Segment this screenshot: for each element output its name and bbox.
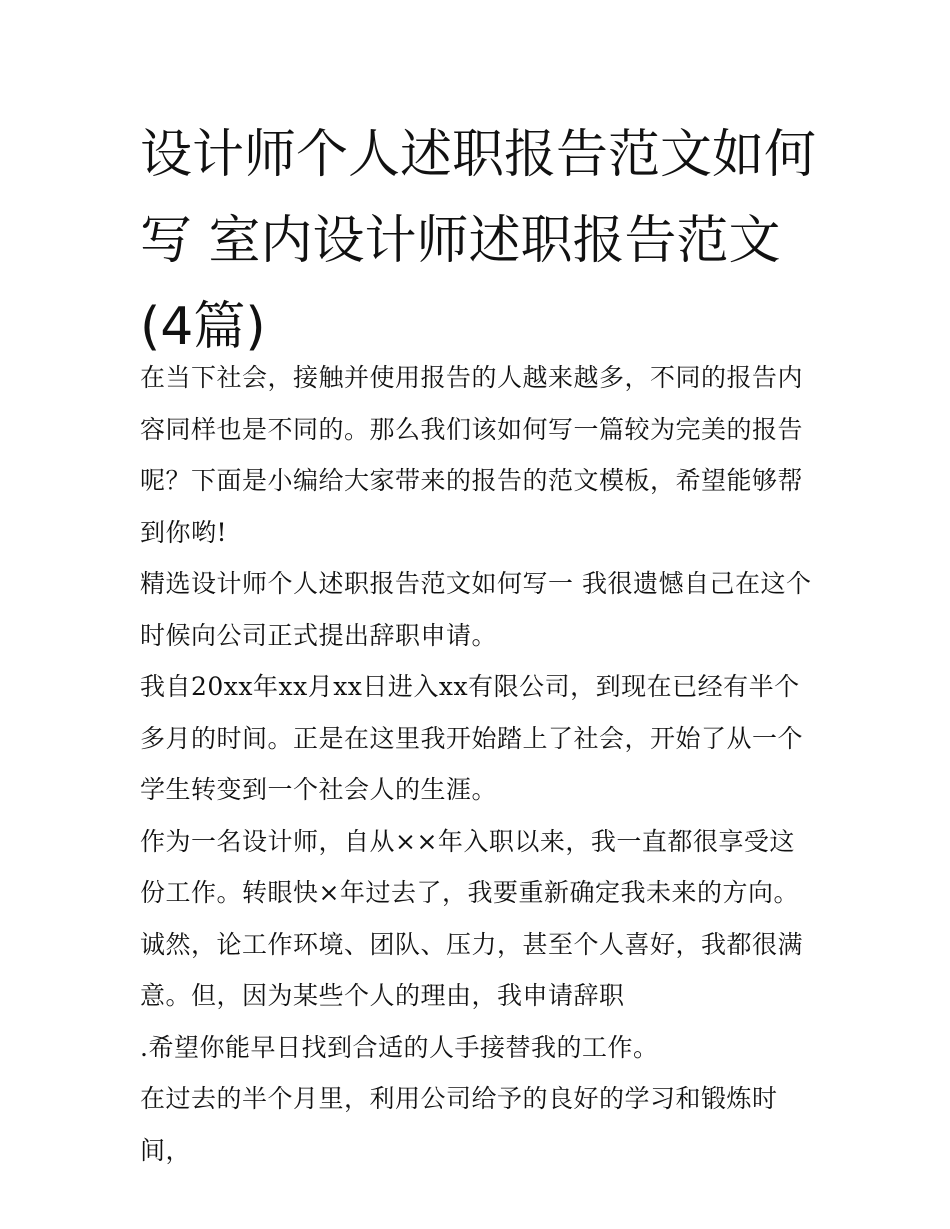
document-body [140,352,820,1176]
paragraph-section-one-opening: 精选设计师个人述职报告范文如何写一 我很遗憾自己在这个时候向公司正式提出辞职申请。 [140,569,812,650]
document-title: 设计师个人述职报告范文如何写 室内设计师述职报告范文(4篇) [140,125,817,357]
paragraph-past-half-month: 在过去的半个月里，利用公司给予的良好的学习和锻炼时间， [140,1084,778,1165]
paragraph-hope-replacement: .希望你能早日找到合适的人手接替我的工作。 [140,1032,659,1062]
paragraph-join-company: 我自20xx年xx月xx日进入xx有限公司，到现在已经有半个多月的时间。正是在这里我开始踏上了社会，开始了从一个学生转变到一个社会人的生涯。 [140,672,804,804]
paragraph-designer-resignation: 作为一名设计师，自从××年入职以来，我一直都很享受这份工作。转眼快×年过去了，我要重新确定我未来的方向。诚然，论工作环境、团队、压力，甚至个人喜好，我都很满意。但，因为某些个人的理由，我申请辞职 [140,826,804,1010]
paragraph-intro: 在当下社会，接触并使用报告的人越来越多，不同的报告内容同样也是不同的。那么我们该如何写一篇较为完美的报告呢？下面是小编给大家带来的报告的范文模板，希望能够帮到你哟! [140,363,804,547]
